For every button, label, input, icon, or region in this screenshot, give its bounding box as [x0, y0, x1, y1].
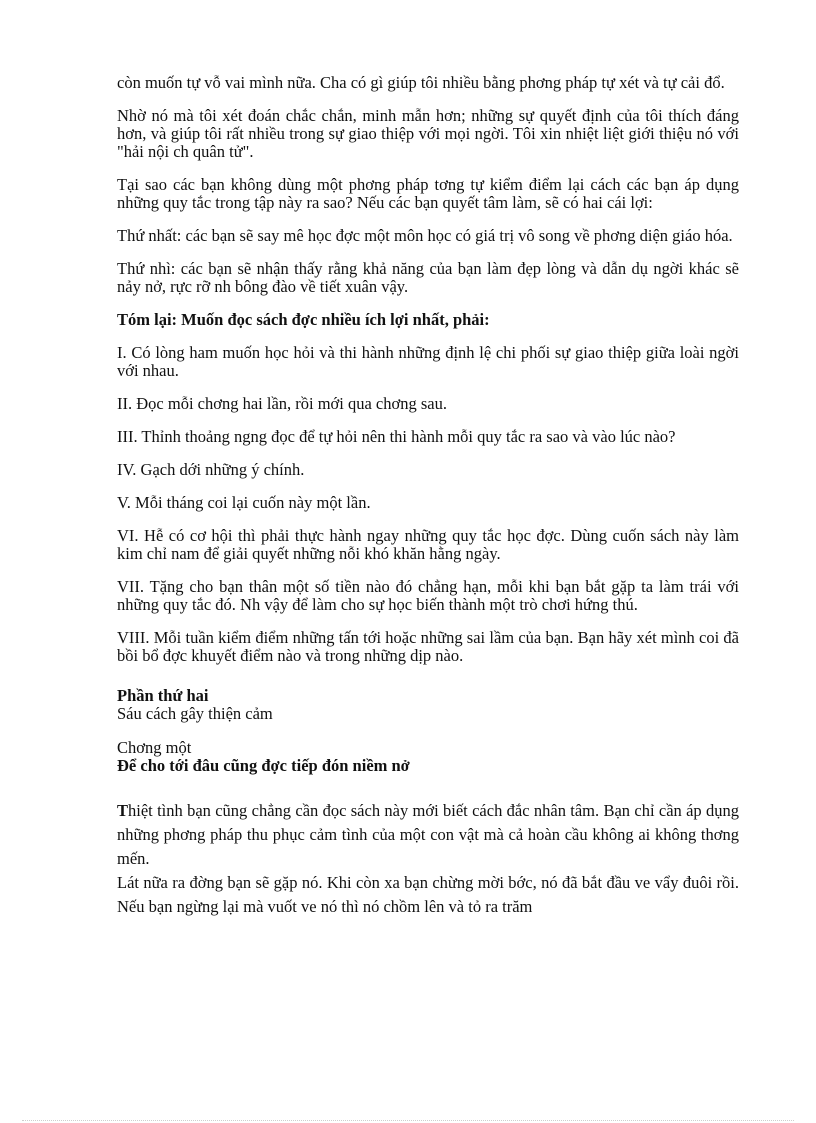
document-page	[117, 74, 739, 919]
summary-heading: Tóm lại: Muốn đọc sách đợc nhiều ích lợi nhất, phải:	[117, 310, 490, 329]
part-subtitle: Sáu cách gây thiện cảm	[117, 704, 273, 723]
rule-item: III. Thỉnh thoảng ngng đọc để tự hỏi nên thi hành mỗi quy tắc ra sao và vào lúc nào?	[117, 427, 676, 446]
rule-item: V. Mỗi tháng coi lại cuốn này một lần.	[117, 493, 371, 512]
paragraph: Tại sao các bạn không dùng một phơng pháp tơng tự kiểm điểm lại cách các bạn áp dụng những quy tắc trong tập này ra sao? Nếu các bạn quyết tâm làm, sẽ có hai cái lợi:	[117, 175, 739, 212]
paragraph: Nhờ nó mà tôi xét đoán chắc chắn, minh mẫn hơn; những sự quyết định của tôi thích đáng hơn, và giúp tôi rất nhiều trong sự giao thiệp với mọi ngời. Tôi xin nhiệt liệt giới thiệu nó với "hải nội ch quân tử".	[117, 106, 739, 161]
rule-item: I. Có lòng ham muốn học hỏi và thi hành những định lệ chi phối sự giao thiệp giữa loài ngời với nhau.	[117, 343, 739, 380]
chapter-number: Chơng một	[117, 738, 192, 757]
page-bottom-border	[22, 1120, 794, 1121]
rule-item: II. Đọc mỗi chơng hai lần, rồi mới qua chơng sau.	[117, 394, 447, 413]
body-paragraph: Lát nữa ra đờng bạn sẽ gặp nó. Khi còn xa bạn chừng mời bớc, nó đã bắt đầu ve vẩy đuôi rồi. Nếu bạn ngừng lại mà vuốt ve nó thì nó chồm lên và tỏ ra trăm	[117, 873, 739, 916]
body-paragraph-text: hiệt tình bạn cũng chẳng cần đọc sách này mới biết cách đắc nhân tâm. Bạn chỉ cần áp dụng những phơng pháp thu phục cảm tình của một con vật mà cả hoàn cầu không ai không thơng mến.	[117, 801, 739, 868]
rule-item: IV. Gạch dới những ý chính.	[117, 460, 305, 479]
part-title: Phần thứ hai	[117, 686, 209, 705]
paragraph: còn muốn tự vỗ vai mình nữa. Cha có gì giúp tôi nhiều bằng phơng pháp tự xét và tự cải đổ.	[117, 73, 725, 92]
rule-item: VI. Hễ có cơ hội thì phải thực hành ngay những quy tắc học đợc. Dùng cuốn sách này làm kim chỉ nam để giải quyết những nỗi khó khăn hằng ngày.	[117, 526, 739, 563]
body-paragraph	[117, 799, 739, 871]
drop-cap: T	[117, 801, 129, 820]
rule-item: VIII. Mỗi tuần kiểm điểm những tấn tới hoặc những sai lầm của bạn. Bạn hãy xét mình coi đã bồi bổ đợc khuyết điểm nào và trong những dịp nào.	[117, 628, 739, 665]
paragraph: Thứ nhất: các bạn sẽ say mê học đợc một môn học có giá trị vô song về phơng diện giáo hóa.	[117, 226, 733, 245]
chapter-title: Để cho tới đâu cũng đợc tiếp đón niềm nở	[117, 756, 410, 775]
rule-item: VII. Tặng cho bạn thân một số tiền nào đó chẳng hạn, mỗi khi bạn bắt gặp ta làm trái với những quy tắc đó. Nh vậy để làm cho sự học biến thành một trò chơi hứng thú.	[117, 577, 739, 614]
paragraph: Thứ nhì: các bạn sẽ nhận thấy rằng khả năng của bạn làm đẹp lòng và dẫn dụ ngời khác sẽ nảy nở, rực rỡ nh bông đào về tiết xuân vậy.	[117, 259, 739, 296]
